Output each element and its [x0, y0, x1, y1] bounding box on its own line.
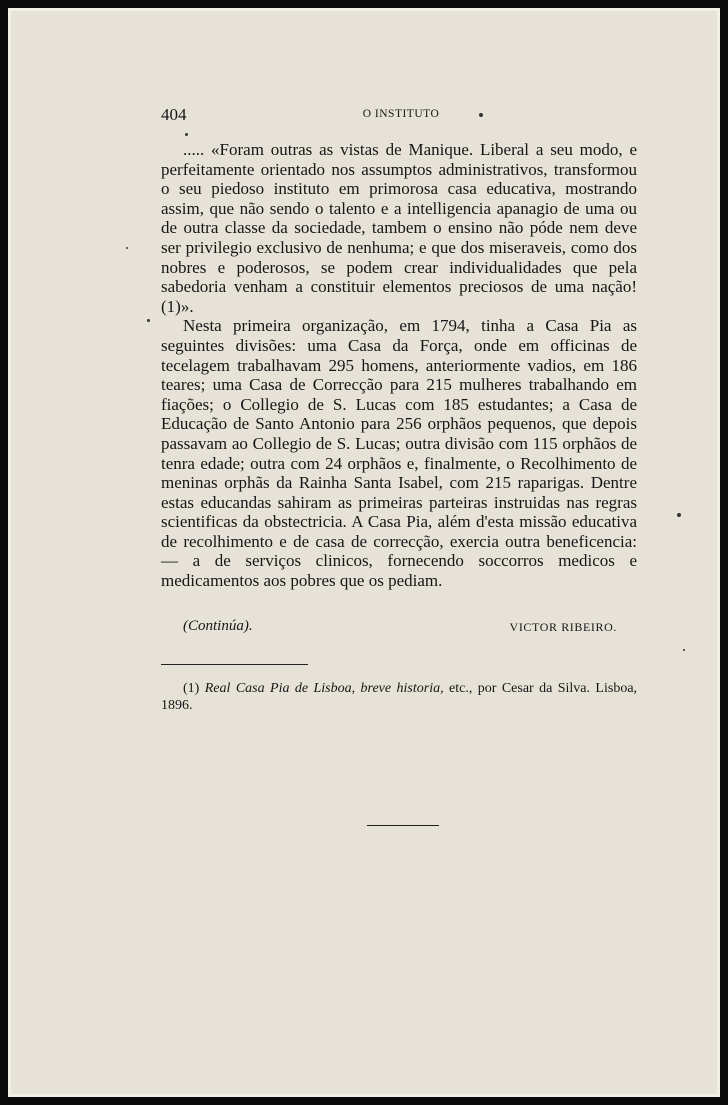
- page-header: [161, 105, 641, 127]
- speck: [683, 649, 685, 651]
- speck: [147, 319, 150, 322]
- document-page: [11, 11, 717, 1094]
- speck: [479, 113, 483, 117]
- footnote-rest: etc., por Cesar da Silva. Lisboa, 1896.: [161, 681, 638, 713]
- paragraph-quote: ..... «Foram outras as vistas de Manique. Liberal a seu modo, e perfeitamente orientado nos assumptos administrativos, transformou o seu piedoso instituto em primorosa casa educativa, mostrando assim, que não sendo o talento e a intelligencia apanagio de uma ou de outra classe da sociedade, tambem o ensino não póde nem deve ser privilegio exclusivo de nenhuma; e que dos miseraveis, como dos nobres e poderosos, se podem crear individualidades que pela sabedoria venham a constituir elementos preciosos de uma nação! (1)».: [161, 140, 637, 316]
- author-signature: VICTOR RIBEIRO.: [509, 620, 617, 634]
- paragraph-organization: Nesta primeira organização, em 1794, tinha a Casa Pia as seguintes divisões: uma Casa da Força, onde em officinas de tecelagem trabalhavam 295 homens, anteriormente vadios, em 186 teares; uma Casa de Correcção para 215 mulheres trabalhando em fiações; o Collegio de S. Lucas com 185 estudantes; a Casa de Educação de Santo Antonio para 256 orphãos pequenos, que depois passavam ao Collegio de S. Lucas; outra divisão com 115 orphãos de tenra edade; outra com 24 orphãos e, finalmente, o Recolhimento de meninas orphãs da Rainha Santa Isabel, com 215 raparigas. Dentre estas educandas sahiram as primeiras parteiras instruidas nas regras scientificas da obstectricia. A Casa Pia, além d'esta missão educativa de recolhimento e de casa de correcção, exercia outra beneficencia: — a de serviços clinicos, fornecendo soccorros medicos e medicamentos aos pobres que os pediam.: [161, 316, 637, 591]
- speck: [126, 247, 128, 249]
- page-number: 404: [161, 105, 187, 124]
- running-title: O INSTITUTO: [362, 108, 440, 120]
- speck: [185, 133, 188, 136]
- end-divider: [367, 825, 439, 826]
- page-frame: [8, 8, 720, 1097]
- continuation-note: (Continúa).: [183, 618, 253, 634]
- footnote-title: Real Casa Pia de Lisboa, breve historia,: [204, 681, 444, 696]
- body-text: [161, 140, 637, 591]
- signature-row: [183, 618, 617, 638]
- footnote-marker: (1): [183, 681, 200, 696]
- footnote: [161, 680, 637, 714]
- footnote-divider: [161, 664, 308, 665]
- speck: [677, 513, 681, 517]
